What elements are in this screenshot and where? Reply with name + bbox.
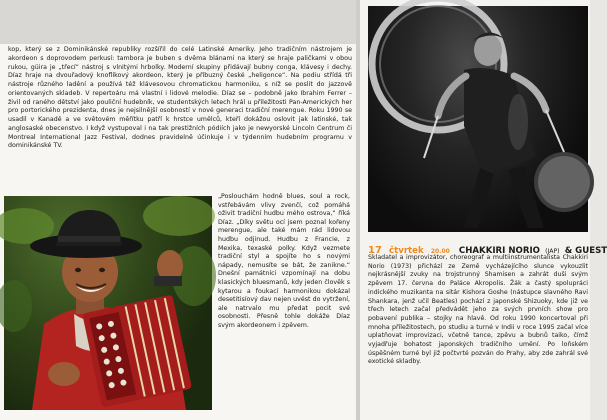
event-time: 20.00 bbox=[430, 248, 450, 255]
performer-name: CHAKKIRI NORIO bbox=[458, 246, 540, 256]
right-page bbox=[360, 0, 607, 420]
accordion-player-photo bbox=[4, 196, 212, 410]
event-body: Skladatel a improvizátor, choreograf a multiinstrumentalista Chakkiri Norio (1973) přichází ze Země vycházejícího slunce vykouzlit nejkrásnější zvuky na trojstrunný Shamisen a zahrát duši svým zpěvem 17. června do Paláce Akropolis. Žák a častý spolupráci indického muzikanta na sitár Kishora Goshe (nástupce slavného Ravi Shankara, jenž učil Beatles) pochází z japonské Shizuoky, kde již ve třech letech začal předvádět jeho za svých prvních show pro pobavení publika – stojky na hlavě. Od roku 1990 koncertoval při mnoha příležitostech, po studiu a turné v Indii v roce 1995 začal více uplatňovat improvizaci, včetně tance, zpěvu a bubnů taiko, čímž vyjadřuje bohatost japonských tradičního umění. Po loňském úspěšném turné byl již počtvrté pozván do Prahy, aby zde zahrál své exotické skladby. bbox=[368, 254, 588, 366]
event-day: 17 bbox=[368, 245, 382, 256]
performer-origin: (JAP) bbox=[545, 248, 560, 255]
accordion-player-illustration bbox=[4, 196, 212, 410]
intro-paragraph: kop, který se z Dominikánské republiky rozšířil do celé Latinské Ameriky. Jeho tradičním nástrojem je akordeon s doprovodem perkusí: tambora je buben s dvěma blánami na který se hraje paličkami v obou rukou, güira je „třecí“ nástroj s vlnitými hrbolky. Moderní skupiny přidávají bubny conga, klávesy i dechy. Díaz hraje na dvouřadový knoflíkový akordeon, který je příbuzný české „heligonce“. Na podiu střídá tři nástroje různého ladění a používá též klávesovou chromatickou harmoniku, s níž se poslit do jazzově orientovaných skladeb. V repertoáru má vlastní i lidové melodie. Díaz se – podobně jako Ibrahim Ferrer – živil od raného dětství jako pouliční hudebník, ve studentských letech hrál u příležitosti Pan-Amerických her pro portorického prezidenta, dnes je nejsilnější osobností v nové generaci tradiční merengue. Roku 1990 se usadil v Kanadě a ve světovém měřítku patří k hrstce umělců, kteří dokážou oslovit jak latinské, tak anglosaské obecenstvo. I když vystupoval i na tak prestižních pódiích jako je newyorské Lincoln Centrum či Montreal International Jazz Festival, dodnes pravidelně účinkuje i v týdenním hudebním programu v dominikánské TV. bbox=[8, 46, 352, 150]
event-weekday: čtvrtek bbox=[389, 246, 424, 256]
chakkiri-norio-photo bbox=[368, 6, 588, 232]
event-article-text bbox=[368, 254, 588, 367]
quote-text: „Poslouchám hodně blues, soul a rock, vstřebávám vlivy zvenčí, což pomáhá oživit tradiční hudbu mého ostrova,“ říká Díaz. „Díky světu ocí jsem poznal kořeny merengue, ale také mám rád lidovou hudbu odjinud. Hudbu z Francie, z Mexika, texaské polky. Když vezmete tradiční styl a spojíte ho s novými nápady, nemusíte se bát, že zanikne.“ Dnešní památníci vzpomínají na dobu klasických bluesmanů, kdy jeden člověk s kytarou a foukací harmonikou dokázal desetitisíový dav nejen uvést do vytržení, ale natrvalo mu předat pocit své osobnosti. Přesně tohle dokáže Díaz svým akordeonem i zpěvem. bbox=[218, 193, 350, 329]
top-image-strip bbox=[0, 0, 356, 44]
chakkiri-norio-illustration bbox=[368, 6, 588, 232]
intro-article-text bbox=[8, 46, 352, 151]
performer-guest: & GUEST bbox=[564, 246, 607, 256]
quote-column bbox=[218, 193, 350, 331]
event-heading bbox=[368, 238, 607, 256]
